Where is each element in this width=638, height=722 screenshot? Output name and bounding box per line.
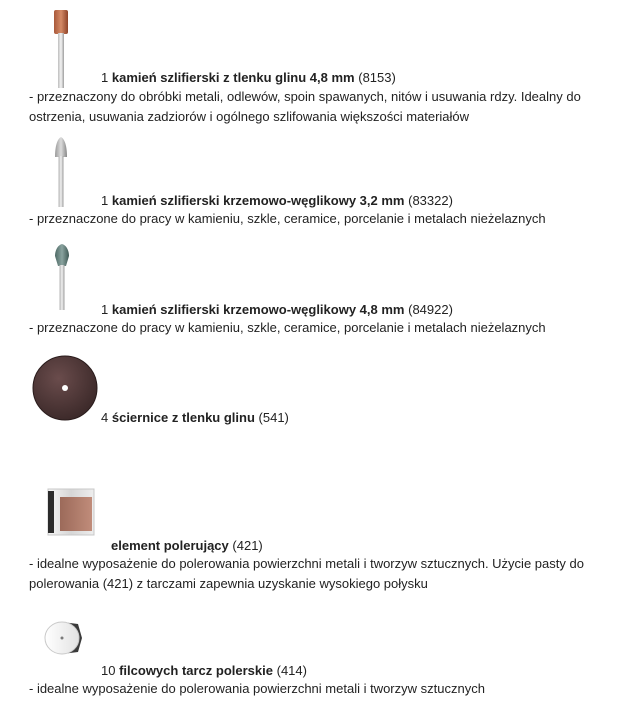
felt-polishing-wheel-image	[42, 618, 86, 658]
product-title: 4 ściernice z tlenku glinu (541)	[101, 410, 289, 425]
product-description: - przeznaczone do pracy w kamieniu, szkle, ceramice, porcelanie i metalach nieżelaznych	[29, 211, 546, 226]
product-description: - idealne wyposażenie do polerowania powierzchni metali i tworzyw sztucznych	[29, 681, 485, 696]
alumina-grinding-stone-image	[50, 8, 72, 88]
product-description: - przeznaczone do pracy w kamieniu, szkle, ceramice, porcelanie i metalach nieżelaznych	[29, 320, 546, 335]
product-title: 1 kamień szlifierski krzemowo-węglikowy 4,8 mm (84922)	[101, 302, 453, 317]
product-title: 10 filcowych tarcz polerskie (414)	[101, 663, 307, 678]
silicon-carbide-stone-4-8-image	[50, 242, 74, 310]
cut-off-wheel-image	[31, 354, 99, 422]
silicon-carbide-stone-3-2-image	[50, 135, 72, 207]
product-title: 1 kamień szlifierski z tlenku glinu 4,8 mm (8153)	[101, 70, 396, 85]
product-title: element polerujący (421)	[111, 538, 263, 553]
polishing-compound-image	[44, 485, 100, 541]
product-description: - idealne wyposażenie do polerowania powierzchni metali i tworzyw sztucznych. Użycie pasty do polerowania (421) z tarczami zapewnia uzyskanie wysokiego połysku	[29, 556, 584, 591]
product-title: 1 kamień szlifierski krzemowo-węglikowy 3,2 mm (83322)	[101, 193, 453, 208]
product-description: - przeznaczony do obróbki metali, odlewów, spoin spawanych, nitów i usuwania rdzy. Idealny do ostrzenia, usuwania zadziorów i ogólnego szlifowania większości materiałów	[29, 89, 581, 124]
